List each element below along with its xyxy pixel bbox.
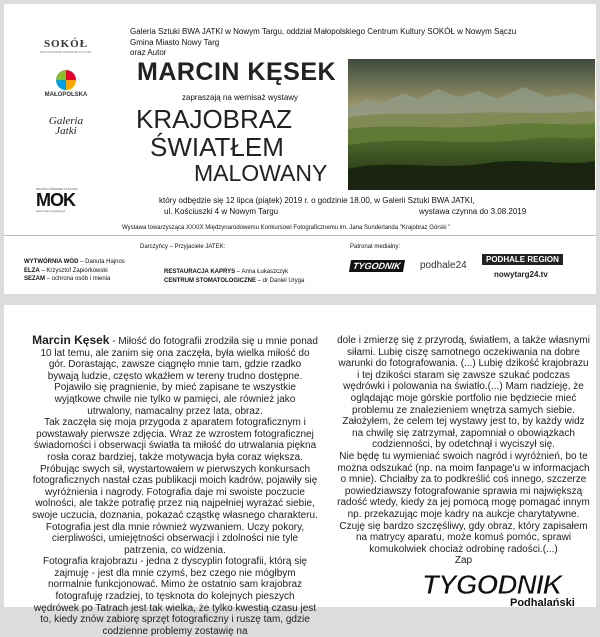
donor-item: RESTAURACJA KAPRYS – Anna Łukaszczyk	[164, 269, 289, 275]
organizer-line-2: Gmina Miasto Nowy Targ	[130, 38, 220, 47]
title-word-2: ŚWIATŁEM	[150, 132, 284, 162]
bio-left-column: Marcin Kęsek - Miłość do fotografii zrodziła się u mnie ponad 10 lat temu, ale zanim się ona zaczęła, była wielka miłość do gór. Dorastając, zawsze ciągnęło mnie tam, gdzie rzadko bywają ludzie, często wkaźłem w tereny trudno dostępne. Pojawiło się pragnienie, by mieć zapisane te wszystkie wyjątkowe chwile nie tylko w pamięci, ale również jako utrwalony, namacalny przez lata, obraz. Tak zaczęła się moja przygoda z aparatem fotograficznym i powstawały pierwsze zdjęcia. Wraz ze wzrostem fotograficznej świadomości i obserwacji światła ta miłość do utrwalania piękna rosła coraz bardziej, także motywacja była coraz większa. Próbując swych sił, wystartowałem w pierwszych konkursach fotograficznych nastał czas publikacji moich kadrów, pojawiły się wyróżnienia i nagrody. Fotografia daje mi swoiste poczucie wolności, ale także potrafię przez nią najpełniej wyrażać siebie, swoje uczucia, doznania, pokazać cząstkę własnego charakteru. Fotografia jest dla mnie również wyzwaniem. Uczy pokory, cierpliwości, umiejętności obserwacji i zdolności nie tyle patrzenia, co widzenia. Fotografia krajobrazu - jedna z dyscyplin fotografii, którą się zajmuję - jest dla mnie czymś, bez czego nie mógłbym normalnie funkcjonować. Mimo że ostatnio sam krajobraz fotografuję rzadziej, to tęsknota do kolejnych pieszych wędrówek po Tatrach jest tak wielka, że tylko kwestią czasu jest to, kiedy znów zabiorę sprzęt fotograficzny i ruszę tam, gdzie codzienne problemy zostawię na	[32, 333, 318, 637]
donor-item: SEZAM – ochrona osób i mienia	[24, 276, 111, 282]
title-word-1: KRAJOBRAZ	[136, 104, 293, 134]
title-word-3: MALOWANY	[194, 160, 328, 186]
organizer-line-3: oraz Autor	[130, 48, 167, 57]
donor-item: CENTRUM STOMATOLOGICZNE – dr Daniel Uryga	[164, 278, 305, 284]
accompanying-note: Wystawa towarzysząca XXXIX Międzynarodowemu Konkursowi Fotograficznemu im. Jana Sunderlanda "Krajobraz Górski "	[122, 225, 451, 231]
invitation-back	[4, 305, 596, 637]
podhale-region-media-logo: PODHALE REGION	[482, 254, 563, 265]
invitation-front	[4, 4, 596, 294]
landscape-illustration	[348, 59, 595, 190]
galeria-jatki-logo: Galeria Jatki	[48, 115, 84, 137]
bio-author-name: Marcin Kęsek	[32, 333, 110, 347]
organizer-line-1: Galeria Sztuki BWA JATKI w Nowym Targu, oddział Małopolskiego Centrum Kultury SOKÓŁ w Nowym Sączu	[130, 27, 517, 36]
invite-line: zapraszają na wernisaż wystawy	[182, 93, 299, 102]
media-heading: Patronat medialny:	[350, 244, 401, 250]
malopolska-logo: MAŁOPOLSKA	[34, 70, 98, 98]
tygodnik-watermark: TYGODNIK	[422, 569, 562, 600]
nowytarg24-media-logo: nowytarg24.tv	[494, 270, 548, 279]
watermark-subtitle: Podhalański	[510, 597, 575, 609]
divider	[4, 235, 596, 236]
malopolska-star-icon	[56, 70, 76, 90]
mok-logo: MIEJSKI OŚRODEK KULTURY MOK www.mok.nowytarg.pl	[36, 187, 79, 213]
tygodnik-media-logo: TYGODNIK	[349, 260, 405, 272]
bio-right-column: dole i zmierzę się z przyrodą, światłem, a także własnymi siłami. Lubię ciszę samotnego oczekiwania na dobre warunki do fotografowania. (...) Lubię dzikość krajobrazu i tej dzikości staram się zawsze szukać podczas wędrówki i polowania na światło.(...) Mam nadzieję, że oglądając moje górskie portfolio nie będziecie mieć problemu ze znalezieniem wnętrza samych siebie. Założyłem, że celem tej wystawy jest to, by każdy widz na chwilę się zatrzymał, zapomniał o obowiązkach codzienności, by odetchnął i wyciszył się. Nie będę tu wymieniać swoich nagród i wyróżnień, bo te można odszukać (np. na moim fanpage'u w informacjach o mnie). Chciałby za to podkreślić coś innego, szczerze powiedziawszy fotografowanie sprawia mi największą radość wtedy, kiedy za jej pomocą mogę pomagać innym np. przekazując moje kadry na aukcje charytatywne. Czuję się bardzo szczęśliwy, gdy obraz, który zapisałem na matrycy aparatu, może komuś pomóc, sprawi komukolwiek chociaż odrobinę radości.(...) Zap	[337, 335, 590, 567]
donor-item: WYTWÓRNIA WÓD – Danuta Hajnos	[24, 259, 125, 265]
exhibition-dates: wystawa czynna do 3.08.2019	[419, 207, 527, 216]
donors-heading: Darczyńcy – Przyjaciele JATEK:	[140, 244, 226, 250]
event-address: ul. Kościuszki 4 w Nowym Targu	[164, 207, 279, 216]
bio-cut-text: Zap	[454, 555, 473, 567]
event-line-1: który odbędzie się 12 lipca (piątek) 2019 r. o godzinie 18.00, w Galerii Sztuki BWA JATKI,	[159, 196, 475, 205]
donor-item: ELZA – Krzysztof Zapiórkowski	[24, 268, 108, 274]
artist-name: MARCIN KĘSEK	[137, 58, 337, 86]
landscape-photo	[348, 59, 595, 190]
podhale24-media-logo: podhale24	[420, 260, 467, 271]
sokol-logo: SOKÓŁ MAŁOPOLSKIE CENTRUM KULTURY	[40, 38, 92, 54]
